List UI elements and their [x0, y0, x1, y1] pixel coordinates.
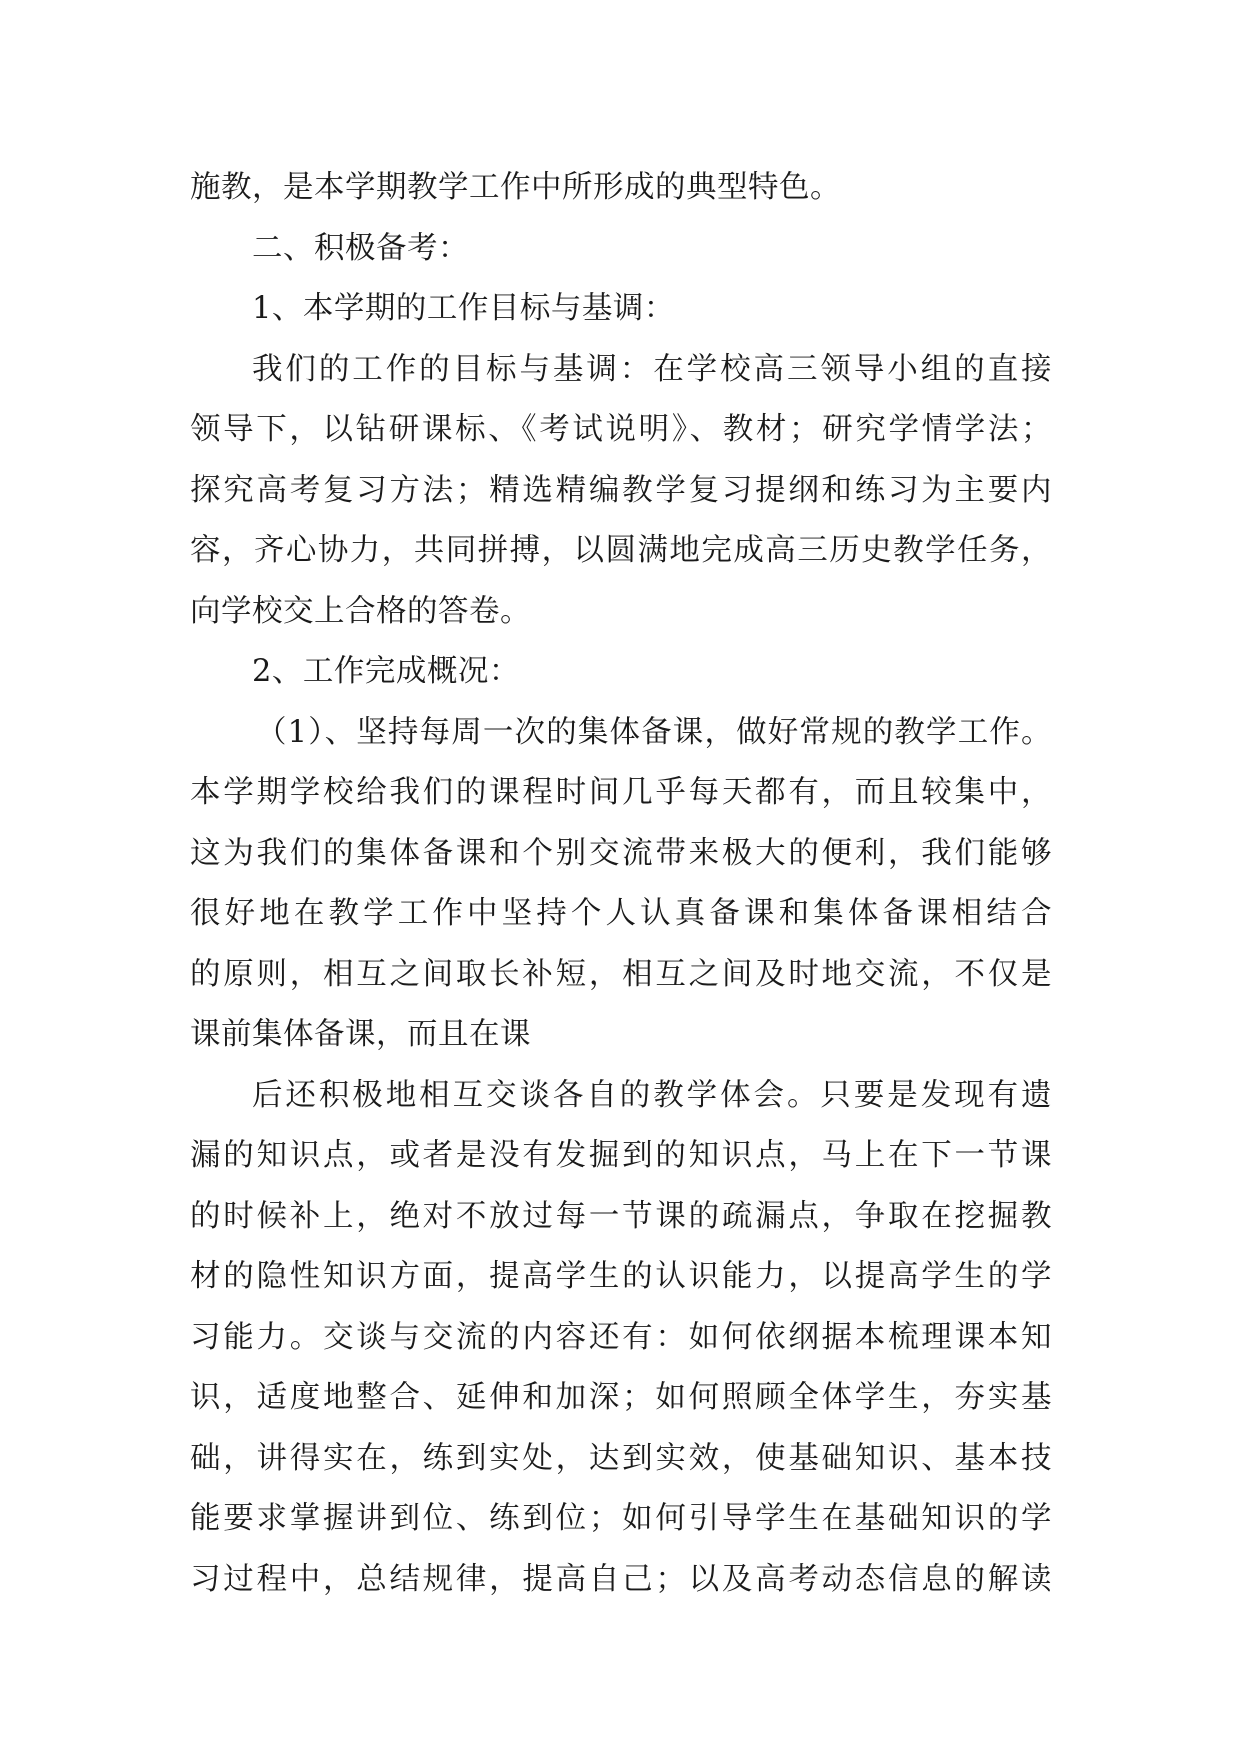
text-line: 这为我们的集体备课和个别交流带来极大的便利，我们能够 — [190, 835, 1052, 871]
text-line: 探究高考复习方法；精选精编教学复习提纲和练习为主要内 — [190, 472, 1052, 508]
text-line: 领导下，以钻研课标、《考试说明》、教材；研究学情学法； — [190, 412, 1052, 447]
text-line: 施教，是本学期教学工作中所形成的典型特色。 — [190, 170, 841, 205]
text-line: 的原则，相互之间取长补短，相互之间及时地交流，不仅是 — [190, 956, 1052, 992]
text-line: 向学校交上合格的答卷。 — [190, 593, 531, 629]
text-line: 习能力。交谈与交流的内容还有：如何依纲据本梳理课本知 — [190, 1319, 1052, 1355]
subsection-heading: 1、本学期的工作目标与基调： — [252, 291, 675, 326]
text-line: 识，适度地整合、延伸和加深；如何照顾全体学生，夯实基 — [190, 1380, 1052, 1415]
text-line: 我们的工作的目标与基调：在学校高三领导小组的直接 — [252, 351, 1052, 387]
text-line: 材的隐性知识方面，提高学生的认识能力，以提高学生的学 — [190, 1259, 1052, 1294]
section-heading: 二、积极备考： — [252, 230, 469, 266]
text-line: 漏的知识点，或者是没有发掘到的知识点，马上在下一节课 — [190, 1138, 1052, 1173]
text-line: 能要求掌握讲到位、练到位；如何引导学生在基础知识的学 — [190, 1501, 1052, 1536]
text-line: 课前集体备课，而且在课 — [190, 1017, 531, 1052]
text-line: 本学期学校给我们的课程时间几乎每天都有，而且较集中， — [190, 775, 1052, 810]
subsection-heading: 2、工作完成概况： — [252, 654, 520, 689]
text-line: 容，齐心协力，共同拼搏，以圆满地完成高三历史教学任务， — [190, 533, 1052, 568]
text-line: 习过程中，总结规律，提高自己；以及高考动态信息的解读 — [190, 1561, 1052, 1597]
text-line: 后还积极地相互交谈各自的教学体会。只要是发现有遗 — [252, 1077, 1052, 1113]
text-line: 很好地在教学工作中坚持个人认真备课和集体备课相结合 — [190, 896, 1052, 931]
text-line: （1）、坚持每周一次的集体备课，做好常规的教学工作。 — [256, 714, 1052, 750]
text-line: 的时候补上，绝对不放过每一节课的疏漏点，争取在挖掘教 — [190, 1198, 1052, 1234]
document-body — [190, 158, 1052, 1610]
text-line: 础，讲得实在，练到实处，达到实效，使基础知识、基本技 — [190, 1440, 1052, 1476]
